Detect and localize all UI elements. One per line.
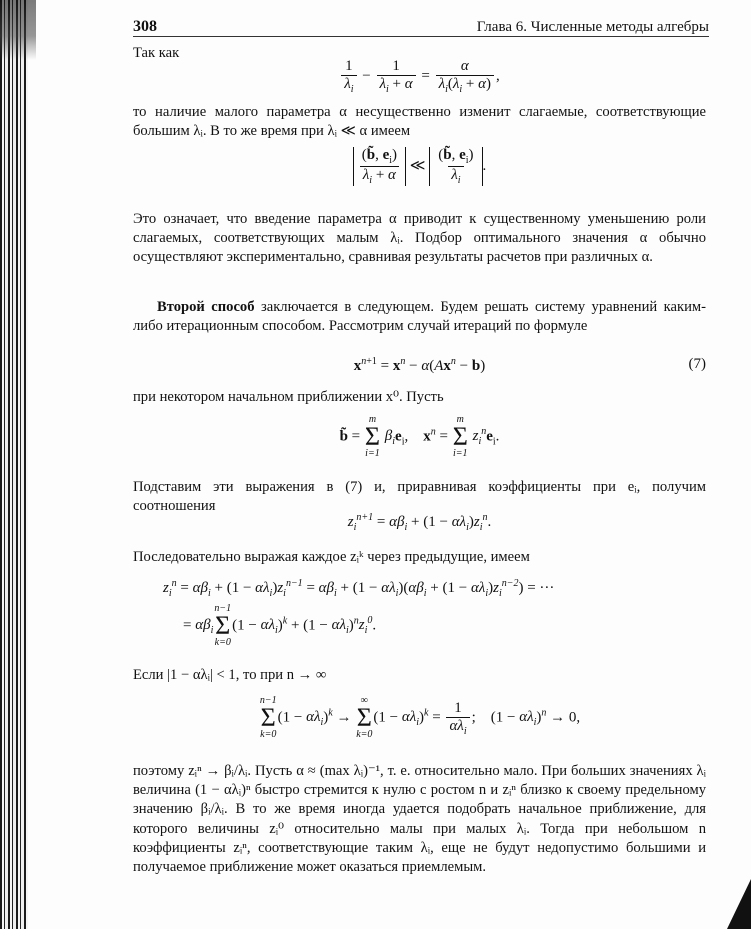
paragraph-conclusion: поэтому zᵢⁿ → βᵢ/λᵢ. Пусть α ≈ (max λᵢ)⁻¹, т. е. относительно мало. При больших значениях λᵢ величина (1 − αλᵢ)ⁿ быстро стремится к нулю с ростом n и zᵢⁿ близко к своему предельному значению βᵢ/λᵢ. В то же время иногда удается подобрать начальное приближение, для которого величины zᵢ⁰ относительно малы при малых λᵢ. Тогда при небольшом n коэффициенты zᵢⁿ, соответствующие таким λᵢ, еще не будут недопустимо большими и получаемое приближение может оказаться приемлемым. — [133, 763, 706, 876]
paragraph-second-method — [133, 298, 706, 336]
equation-fraction-difference: $\frac{1}{\lambda_i}$ − $\frac{1}{\lambda_i + \alpha}$ = $\frac{\alpha}{\lambda_i(\lambda_i + \alpha)}$ , — [133, 58, 706, 95]
equation-expansion-line1: $z_i^n = \alpha\beta_i + (1 - \alpha\lambda_i)z_i^{n-1} = \alpha\beta_i + (1 - \alpha\lambda_i)(\alpha\beta_i + (1 - \alpha\lambda_i)z_i^{n-2})$ = ··· — [163, 578, 555, 599]
equation-number: (7) — [688, 356, 706, 372]
paragraph-sequential: Последовательно выражая каждое zᵢᵏ через предыдущие, имеем — [133, 549, 530, 565]
page-header — [133, 14, 709, 37]
scan-corner-mark — [727, 879, 751, 929]
equation-expansions: b̃ = m Σ i=1 $\beta_ie_i$, $x^n$ = m Σ i=1 $z_i^ne_i$. — [339, 414, 500, 459]
page-number: 308 — [133, 18, 157, 35]
running-title: Глава 6. Численные методы алгебры — [476, 19, 709, 35]
equation-iteration: $x^{n+1} = x^n - \alpha(Ax^n - b)$ — [353, 356, 486, 374]
second-method-heading: Второй способ — [157, 299, 255, 315]
paragraph-intro: Так как — [133, 45, 180, 61]
paragraph-small-parameter: то наличие малого параметра α несущественно изменит слагаемые, соответствующие большим λᵢ. В то же время при λᵢ ≪ α имеем — [133, 104, 706, 140]
second-method-text: заключается в следующем. Будем решать систему уравнений каким-либо итерационным способом. Рассмотрим случай итераций по формуле — [133, 299, 707, 335]
paragraph-meaning: Это означает, что введение параметра α приводит к существенному уменьшению роли слагаемых, соответствующих малым λᵢ. Подбор оптимального значения α обычно осуществляют экспериментально, сравнивая результаты расчетов при различных α. — [133, 211, 706, 266]
paragraph-if: Если |1 − αλᵢ| < 1, то при n → ∞ — [133, 667, 327, 683]
paragraph-substitute: Подставим эти выражения в (7) и, приравнивая коэффициенты при eᵢ, получим соотношения — [133, 479, 706, 515]
equation-inequality: $\frac{(b̃, e_i)}{\lambda_i + \alpha}$ ≪ $\frac{(b̃, e_i)}{\lambda_i}$ . — [133, 147, 706, 186]
book-binding-edge — [0, 0, 28, 929]
scan-shadow — [0, 0, 36, 60]
paragraph-initial: при некотором начальном приближении x⁰. Пусть — [133, 389, 444, 405]
equation-recurrence: $z_i^{n+1} = \alpha\beta_i + (1 - \alpha\lambda_i)z_i^n$. — [347, 512, 492, 533]
equation-expansion-line2: = $\alpha\beta_i$ n−1 Σ k=0 $(1 - \alpha\lambda_i)^k + (1 - \alpha\lambda_i)^nz_i^0$. — [183, 603, 377, 648]
equation-limits: n−1 Σ k=0 $(1 - \alpha\lambda_i)^k$ → ∞ Σ k=0 $(1 - \alpha\lambda_i)^k$ = $\frac{1}{\alpha\lambda_i}$ ; $(1 - \alpha\lambda_i)^n \to 0$, — [259, 695, 581, 740]
